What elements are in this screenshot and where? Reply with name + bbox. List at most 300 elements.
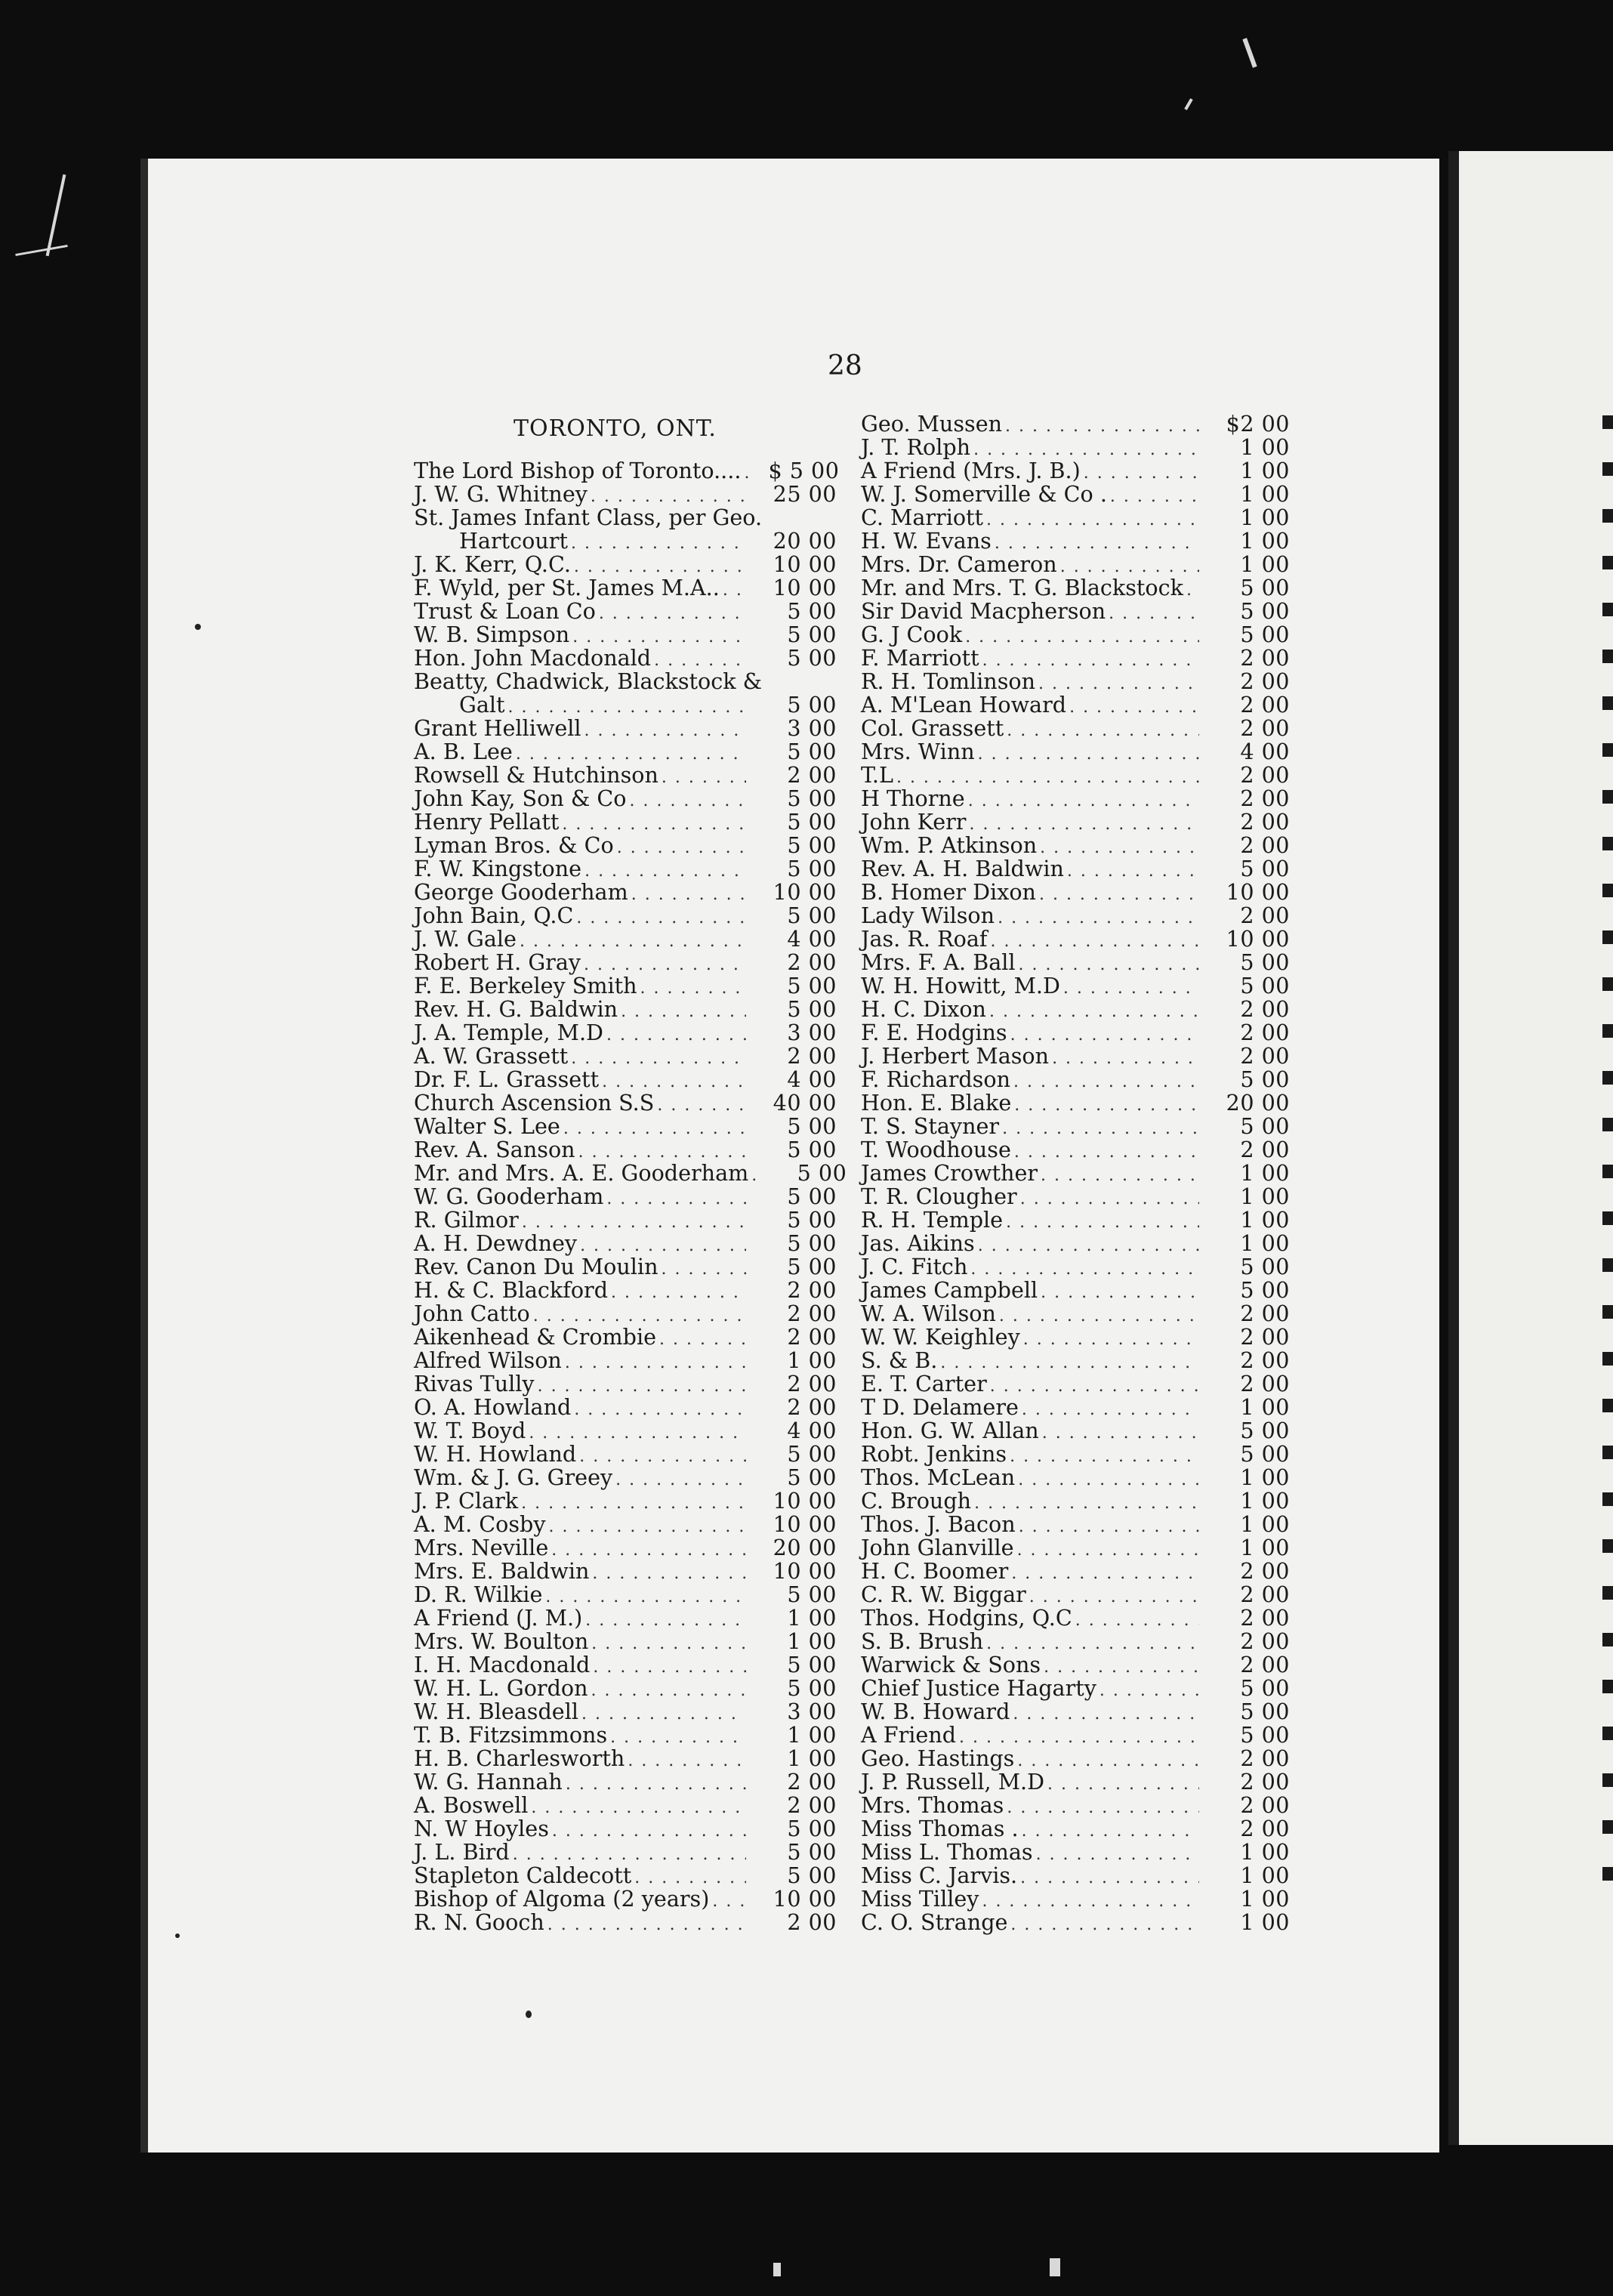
subscriber-name: Robt. Jenkins: [861, 1441, 1007, 1467]
subscriber-name: W. W. Keighley: [861, 1324, 1020, 1350]
leader-dots: [1075, 1609, 1199, 1632]
leader-dots: [1022, 1819, 1199, 1843]
subscriber-name: N. W Hoyles: [414, 1816, 549, 1841]
subscriber-name: H. & C. Blackford: [414, 1277, 609, 1303]
donation-amount: 4 00: [1240, 739, 1290, 764]
subscription-entry: [414, 1325, 837, 1349]
subscriber-name: R. N. Gooch: [414, 1909, 544, 1935]
subscriber-name: Jas. R. Roaf: [861, 926, 988, 952]
leader-dots: [986, 508, 1199, 532]
subscription-entry: [414, 1185, 837, 1208]
donation-amount: 2 00: [1240, 1020, 1290, 1045]
donation-amount: 5 00: [1240, 856, 1290, 881]
subscriber-name: Stapleton Caldecott: [414, 1862, 632, 1888]
subscriber-name: Church Ascension S.S: [414, 1090, 655, 1116]
subscriber-name: Aikenhead & Crombie: [414, 1324, 657, 1350]
subscription-entry: [861, 881, 1290, 904]
subscriber-name: W. G. Hannah: [414, 1769, 563, 1795]
subscription-entry: [414, 1606, 837, 1630]
subscriber-name: T. B. Fitzsimmons: [414, 1722, 608, 1748]
leader-dots: [1010, 1445, 1199, 1468]
leader-dots: [1022, 1398, 1199, 1421]
subscriber-name: I. H. Macdonald: [414, 1652, 591, 1677]
subscription-entry: [861, 1887, 1290, 1911]
subscriber-name: Sir David Macpherson: [861, 598, 1106, 624]
subscriber-name: T D. Delamere: [861, 1394, 1019, 1420]
donation-amount: 5 00: [1240, 1254, 1290, 1279]
donation-amount: 10 00: [1226, 879, 1290, 905]
subscriber-name: Col. Grassett: [861, 715, 1004, 741]
subscription-entry: [861, 1817, 1290, 1841]
donation-amount: 10 00: [773, 1511, 837, 1537]
subscription-entry: [861, 1724, 1290, 1747]
donation-amount: 5 00: [1240, 1675, 1290, 1701]
donation-amount: 1 00: [787, 1628, 837, 1654]
leader-dots: [631, 883, 746, 906]
subscriber-name: Rivas Tully: [414, 1371, 535, 1396]
donation-amount: 2 00: [1240, 1137, 1290, 1162]
subscriber-name: H. W. Evans: [861, 528, 992, 554]
donation-amount: 3 00: [787, 715, 837, 741]
subscription-entry: [861, 529, 1290, 553]
subscription-entry: [414, 1372, 837, 1396]
leader-dots: [1020, 1187, 1199, 1211]
donation-amount: 5 00: [787, 1582, 837, 1607]
subscription-entry: [861, 1770, 1290, 1794]
leader-dots: [1047, 1773, 1199, 1796]
subscription-entry: [861, 1677, 1290, 1700]
subscriber-name: T. R. Clougher: [861, 1183, 1017, 1209]
subscriber-name: W. A. Wilson: [861, 1301, 996, 1326]
subscription-entry: [414, 1419, 837, 1443]
subscription-entry: [414, 1138, 837, 1162]
donation-amount: 5 00: [787, 739, 837, 764]
donation-amount: 2 00: [1240, 715, 1290, 741]
subscriber-name: Wm. P. Atkinson: [861, 832, 1038, 858]
subscriber-name: T.L: [861, 762, 893, 788]
subscription-entry: [861, 998, 1290, 1021]
subscription-entry: [414, 764, 837, 787]
subscription-entry: [414, 904, 837, 927]
donation-amount: 5 00: [1240, 1441, 1290, 1467]
subscription-entry: [414, 1887, 837, 1911]
donation-amount: 2 00: [1240, 645, 1290, 671]
donation-amount: 25 00: [773, 481, 837, 507]
donation-amount: 1 00: [1240, 1511, 1290, 1537]
donation-amount: 2 00: [1240, 1324, 1290, 1350]
subscriber-name: C. Marriott: [861, 505, 984, 530]
leader-dots: [1007, 719, 1199, 742]
subscriber-name: A. M'Lean Howard: [861, 692, 1067, 718]
leader-dots: [1039, 883, 1199, 906]
leader-dots: [1017, 1749, 1199, 1773]
leader-dots: [1005, 415, 1199, 438]
subscription-entry: [861, 1747, 1290, 1770]
donation-amount: 2 00: [1240, 1652, 1290, 1677]
donation-amount: 5 00: [1240, 598, 1290, 624]
leader-dots: [662, 1258, 747, 1281]
subscriber-name: Lady Wilson: [861, 903, 995, 928]
subscriber-name: Miss L. Thomas: [861, 1839, 1033, 1865]
donation-amount: 5 00: [787, 1207, 837, 1233]
subscription-entry: [861, 1653, 1290, 1677]
leader-dots: [628, 1749, 746, 1773]
donation-amount: 5 00: [787, 996, 837, 1022]
subscription-entry: [861, 670, 1290, 693]
subscription-entry: [414, 1091, 837, 1115]
donation-amount: 5 00: [787, 856, 837, 881]
donation-amount: 2 00: [787, 762, 837, 788]
subscriber-name: Warwick & Sons: [861, 1652, 1041, 1677]
donation-amount: 2 00: [1240, 1745, 1290, 1771]
subscriber-name: G. J Cook: [861, 622, 963, 647]
donation-amount: 1 00: [1240, 1207, 1290, 1233]
subscription-entry: [414, 1864, 837, 1887]
subscriber-name: Rev. Canon Du Moulin: [414, 1254, 658, 1279]
subscription-entry: [861, 1911, 1290, 1934]
donation-amount: 1 00: [787, 1722, 837, 1748]
subscriber-name: John Kay, Son & Co: [414, 785, 627, 811]
donation-amount: 20 00: [773, 1535, 837, 1560]
leader-dots: [982, 1890, 1199, 1913]
subscription-entry: [861, 1841, 1290, 1864]
leader-dots: [611, 1281, 746, 1304]
section-heading: TORONTO, ONT.: [514, 415, 717, 442]
scan-scratch: [773, 2263, 781, 2276]
subscription-entry: [861, 1536, 1290, 1560]
subscriber-name: Hartcourt: [459, 528, 568, 554]
subscriber-name: Wm. & J. G. Greey: [414, 1464, 613, 1490]
donation-amount: 5 00: [787, 692, 837, 718]
donation-amount: 1 00: [1240, 1160, 1290, 1186]
subscription-entry: [414, 1817, 837, 1841]
leader-dots: [1013, 1702, 1199, 1726]
leader-dots: [1023, 1328, 1199, 1351]
subscription-entry: [414, 1747, 837, 1770]
subscriber-name: B. Homer Dixon: [861, 879, 1036, 905]
subscriber-name: F. Marriott: [861, 645, 979, 671]
scan-speck: [175, 1933, 180, 1938]
subscription-entry: [414, 1443, 837, 1466]
subscription-entry: [861, 951, 1290, 974]
subscription-entry: [861, 412, 1290, 436]
subscription-entry: [414, 1724, 837, 1747]
subscriber-name: Galt: [459, 692, 505, 718]
donation-amount: 2 00: [787, 1277, 837, 1303]
subscriber-name: Geo. Hastings: [861, 1745, 1015, 1771]
donation-amount: 1 00: [787, 1745, 837, 1771]
subscription-entry: [861, 1091, 1290, 1115]
subscriber-name: F. Richardson: [861, 1066, 1010, 1092]
subscription-entry: [861, 1138, 1290, 1162]
subscriber-name: A. M. Cosby: [414, 1511, 546, 1537]
page-number: 28: [828, 350, 862, 381]
leader-dots: [662, 766, 746, 789]
facing-page-text-marks: [1599, 415, 1613, 1926]
subscriber-name: Henry Pellatt: [414, 809, 560, 835]
donation-amount: 5 00: [787, 832, 837, 858]
subscriber-name: A. Boswell: [414, 1792, 529, 1818]
subscription-entry: [414, 1396, 837, 1419]
donation-amount: 2 00: [1240, 785, 1290, 811]
subscription-entry: [414, 623, 837, 647]
donation-amount: 5 00: [1240, 1113, 1290, 1139]
subscriber-name: H. B. Charlesworth: [414, 1745, 625, 1771]
leader-dots: [629, 789, 746, 813]
donation-amount: 3 00: [787, 1020, 837, 1045]
subscription-entry: [414, 1068, 837, 1091]
subscription-entry: [861, 927, 1290, 951]
leader-dots: [606, 1023, 746, 1047]
subscriber-name: J. P. Clark: [414, 1488, 519, 1514]
subscriber-name: W. J. Somerville & Co .: [861, 481, 1107, 507]
donation-amount: 5 00: [787, 1230, 837, 1256]
subscription-entry: [414, 1841, 837, 1864]
subscriber-name: C. R. W. Biggar: [861, 1582, 1026, 1607]
subscriber-name: Robert H. Gray: [414, 949, 581, 975]
subscription-entry: [414, 1466, 837, 1489]
subscriber-name: O. A. Howland: [414, 1394, 572, 1420]
subscription-entry: [861, 1372, 1290, 1396]
subscriber-name: F. E. Berkeley Smith: [414, 973, 637, 998]
subscriber-name: W. H. Bleasdell: [414, 1699, 578, 1724]
subscription-entry: [861, 974, 1290, 998]
leader-dots: [1013, 1070, 1199, 1094]
leader-dots: [563, 1117, 746, 1140]
subscriber-name: W. H. Howland: [414, 1441, 577, 1467]
leader-dots: [593, 1656, 746, 1679]
donation-amount: 1 00: [1240, 551, 1290, 577]
subscription-entry: [414, 576, 837, 600]
subscription-entry: [861, 1325, 1290, 1349]
subscriber-name: Rev. A. H. Baldwin: [861, 856, 1064, 881]
donation-amount: 5 00: [787, 1652, 837, 1677]
subscriber-name: J. T. Rolph: [861, 434, 971, 460]
leader-dots: [1007, 1796, 1199, 1819]
donation-amount: 1 00: [1240, 1839, 1290, 1865]
leader-dots: [617, 836, 746, 859]
subscriber-name: Mrs. Neville: [414, 1535, 549, 1560]
subscriber-name: J. C. Fitch: [861, 1254, 968, 1279]
donation-amount: 1 00: [1240, 505, 1290, 530]
subscriber-name: W. H. L. Gordon: [414, 1675, 588, 1701]
subscription-entry: [414, 483, 837, 506]
donation-amount: 2 00: [1240, 1816, 1290, 1841]
subscription-entry: [414, 1583, 837, 1606]
subscription-entry: [861, 693, 1290, 717]
subscription-entry: [861, 506, 1290, 529]
donation-amount: 1 00: [1240, 1535, 1290, 1560]
subscription-entry: [861, 857, 1290, 881]
subscription-entry: [861, 1302, 1290, 1325]
subscription-entry: [414, 1653, 837, 1677]
subscription-entry: [414, 998, 837, 1021]
leader-dots: [990, 930, 1199, 953]
leader-dots: [599, 602, 746, 625]
subscriber-name: E. T. Carter: [861, 1371, 987, 1396]
subscriber-name: Jas. Aikins: [861, 1230, 975, 1256]
subscriber-name: Mrs. F. A. Ball: [861, 949, 1016, 975]
donation-amount: 2 00: [787, 1394, 837, 1420]
leader-dots: [1010, 1913, 1199, 1936]
donation-amount: 2 00: [1240, 1792, 1290, 1818]
donation-amount: 5 00: [787, 1464, 837, 1490]
subscriber-name: S. & B.: [861, 1347, 938, 1373]
donation-amount: 5 00: [787, 1839, 837, 1865]
donation-amount: 2 00: [1240, 996, 1290, 1022]
donation-amount: 2 00: [1240, 809, 1290, 835]
leader-dots: [998, 906, 1199, 930]
subscriber-name: Hon. E. Blake: [861, 1090, 1012, 1116]
donation-amount: 5 00: [787, 1254, 837, 1279]
donation-amount: 2 00: [787, 949, 837, 975]
subscription-entry: [861, 647, 1290, 670]
leader-dots: [571, 532, 746, 555]
donation-amount: 5 00: [787, 1441, 837, 1467]
donation-amount: 2 00: [787, 1792, 837, 1818]
leader-dots: [531, 1796, 746, 1819]
subscription-entry: [414, 1255, 837, 1279]
donation-amount: 1 00: [1240, 1862, 1290, 1888]
subscriber-name: Dr. F. L. Grassett: [414, 1066, 600, 1092]
subscription-entry: [861, 1185, 1290, 1208]
leader-dots: [547, 1913, 746, 1936]
donation-amount: 1 00: [1240, 434, 1290, 460]
subscriber-name: J. W. G. Whitney: [414, 481, 588, 507]
donation-amount: 5 00: [787, 973, 837, 998]
donation-amount: 2 00: [1240, 903, 1290, 928]
donation-amount: 2 00: [1240, 832, 1290, 858]
donation-amount: 1 00: [787, 1605, 837, 1631]
subscriber-name: Mrs. Thomas: [861, 1792, 1004, 1818]
subscription-entry: [861, 787, 1290, 810]
subscriber-name: Rev. H. G. Baldwin: [414, 996, 618, 1022]
subscription-entry: [861, 1279, 1290, 1302]
subscriber-name: W. T. Boyd: [414, 1418, 526, 1443]
leader-dots: [606, 1187, 746, 1211]
scan-scratch: [1050, 2258, 1060, 2276]
subscriber-name: J. K. Kerr, Q.C.: [414, 551, 571, 577]
scan-speck: [526, 2011, 532, 2018]
donation-amount: 2 00: [787, 1769, 837, 1795]
subscriber-name: C. Brough: [861, 1488, 972, 1514]
subscription-entry: [861, 1045, 1290, 1068]
leader-dots: [712, 1890, 746, 1913]
subscriber-name: J. A. Temple, M.D: [414, 1020, 603, 1045]
subscription-entry: [861, 1115, 1290, 1138]
subscriber-name: A. W. Grassett: [414, 1043, 569, 1069]
subscription-entry: [861, 1396, 1290, 1419]
donation-amount: 10 00: [773, 1488, 837, 1514]
donation-amount: 1 00: [1240, 1394, 1290, 1420]
leader-dots: [576, 906, 746, 930]
leader-dots: [1041, 1164, 1199, 1187]
subscription-entry: [861, 740, 1290, 764]
leader-dots: [1002, 1117, 1199, 1140]
subscription-entry: [414, 881, 837, 904]
leader-dots: [610, 1726, 746, 1749]
donation-amount: 5 00: [787, 622, 837, 647]
subscriber-name: The Lord Bishop of Toronto....: [414, 458, 742, 483]
leader-dots: [1069, 696, 1199, 719]
subscription-entry: [414, 693, 837, 717]
subscriber-name: W. B. Howard: [861, 1699, 1010, 1724]
donation-amount: 1 00: [1240, 1230, 1290, 1256]
subscription-entry: [861, 1021, 1290, 1045]
donation-amount: 2 00: [1240, 1628, 1290, 1654]
leader-dots: [1017, 1538, 1199, 1562]
subscription-entry: [861, 1560, 1290, 1583]
donation-amount: 40 00: [773, 1090, 837, 1116]
donation-amount: 10 00: [773, 1558, 837, 1584]
donation-amount: 5 00: [1240, 622, 1290, 647]
subscriber-name: Rowsell & Hutchinson: [414, 762, 658, 788]
subscription-entry: [861, 576, 1290, 600]
donation-amount: 2 00: [1240, 1347, 1290, 1373]
subscription-entry: [414, 857, 837, 881]
subscription-entry: [414, 927, 837, 951]
subscriber-name: H. C. Boomer: [861, 1558, 1009, 1584]
subscription-entry: [414, 1208, 837, 1232]
subscriber-list-left: [414, 458, 847, 1935]
leader-dots: [591, 1679, 746, 1702]
donation-amount: $ 5 00: [768, 458, 840, 483]
subscriber-name: Mrs. E. Baldwin: [414, 1558, 590, 1584]
subscriber-name: F. W. Kingstone: [414, 856, 582, 881]
subscriber-name: Thos. Hodgins, Q.C: [861, 1605, 1072, 1631]
subscriber-name: A. B. Lee: [414, 739, 513, 764]
donation-amount: 4 00: [787, 926, 837, 952]
leader-dots: [978, 742, 1199, 766]
subscription-entry: [861, 1864, 1290, 1887]
subscription-entry: [861, 1630, 1290, 1653]
subscription-entry: [414, 1160, 847, 1186]
subscription-entry: [414, 1021, 837, 1045]
page-gutter: [1448, 151, 1459, 2145]
leader-dots: [968, 789, 1199, 813]
subscription-entry: [861, 1349, 1290, 1372]
leader-dots: [1019, 1515, 1199, 1538]
subscription-entry: [861, 1232, 1290, 1255]
subscriber-name: Geo. Mussen: [861, 411, 1003, 437]
subscription-entry: [861, 1513, 1290, 1536]
subscription-entry: [414, 529, 837, 553]
leader-dots: [566, 1773, 746, 1796]
donation-amount: $2 00: [1226, 411, 1290, 437]
donation-amount: 2 00: [1240, 1605, 1290, 1631]
subscription-entry: [414, 787, 837, 810]
donation-amount: 2 00: [1240, 1558, 1290, 1584]
subscription-entry: [861, 1208, 1290, 1232]
donation-amount: 5 00: [787, 903, 837, 928]
subscriber-name: A Friend (Mrs. J. B.): [861, 458, 1081, 483]
subscriber-name: Mrs. W. Boulton: [414, 1628, 589, 1654]
leader-dots: [574, 1398, 746, 1421]
donation-amount: 5 00: [1240, 1418, 1290, 1443]
donation-amount: 10 00: [773, 575, 837, 600]
donation-amount: 5 00: [1240, 1277, 1290, 1303]
leader-dots: [1052, 1047, 1199, 1070]
leader-dots: [965, 625, 1199, 649]
subscription-entry: [414, 553, 837, 576]
subscriber-name: Thos. J. Bacon: [861, 1511, 1016, 1537]
leader-dots: [592, 1562, 746, 1585]
subscription-entry: [414, 1770, 837, 1794]
scan-scratch: [15, 245, 67, 256]
subscriber-name: St. James Infant Class, per Geo.: [414, 505, 763, 530]
subscription-entry: [861, 904, 1290, 927]
subscriber-name: T. S. Stayner: [861, 1113, 1000, 1139]
